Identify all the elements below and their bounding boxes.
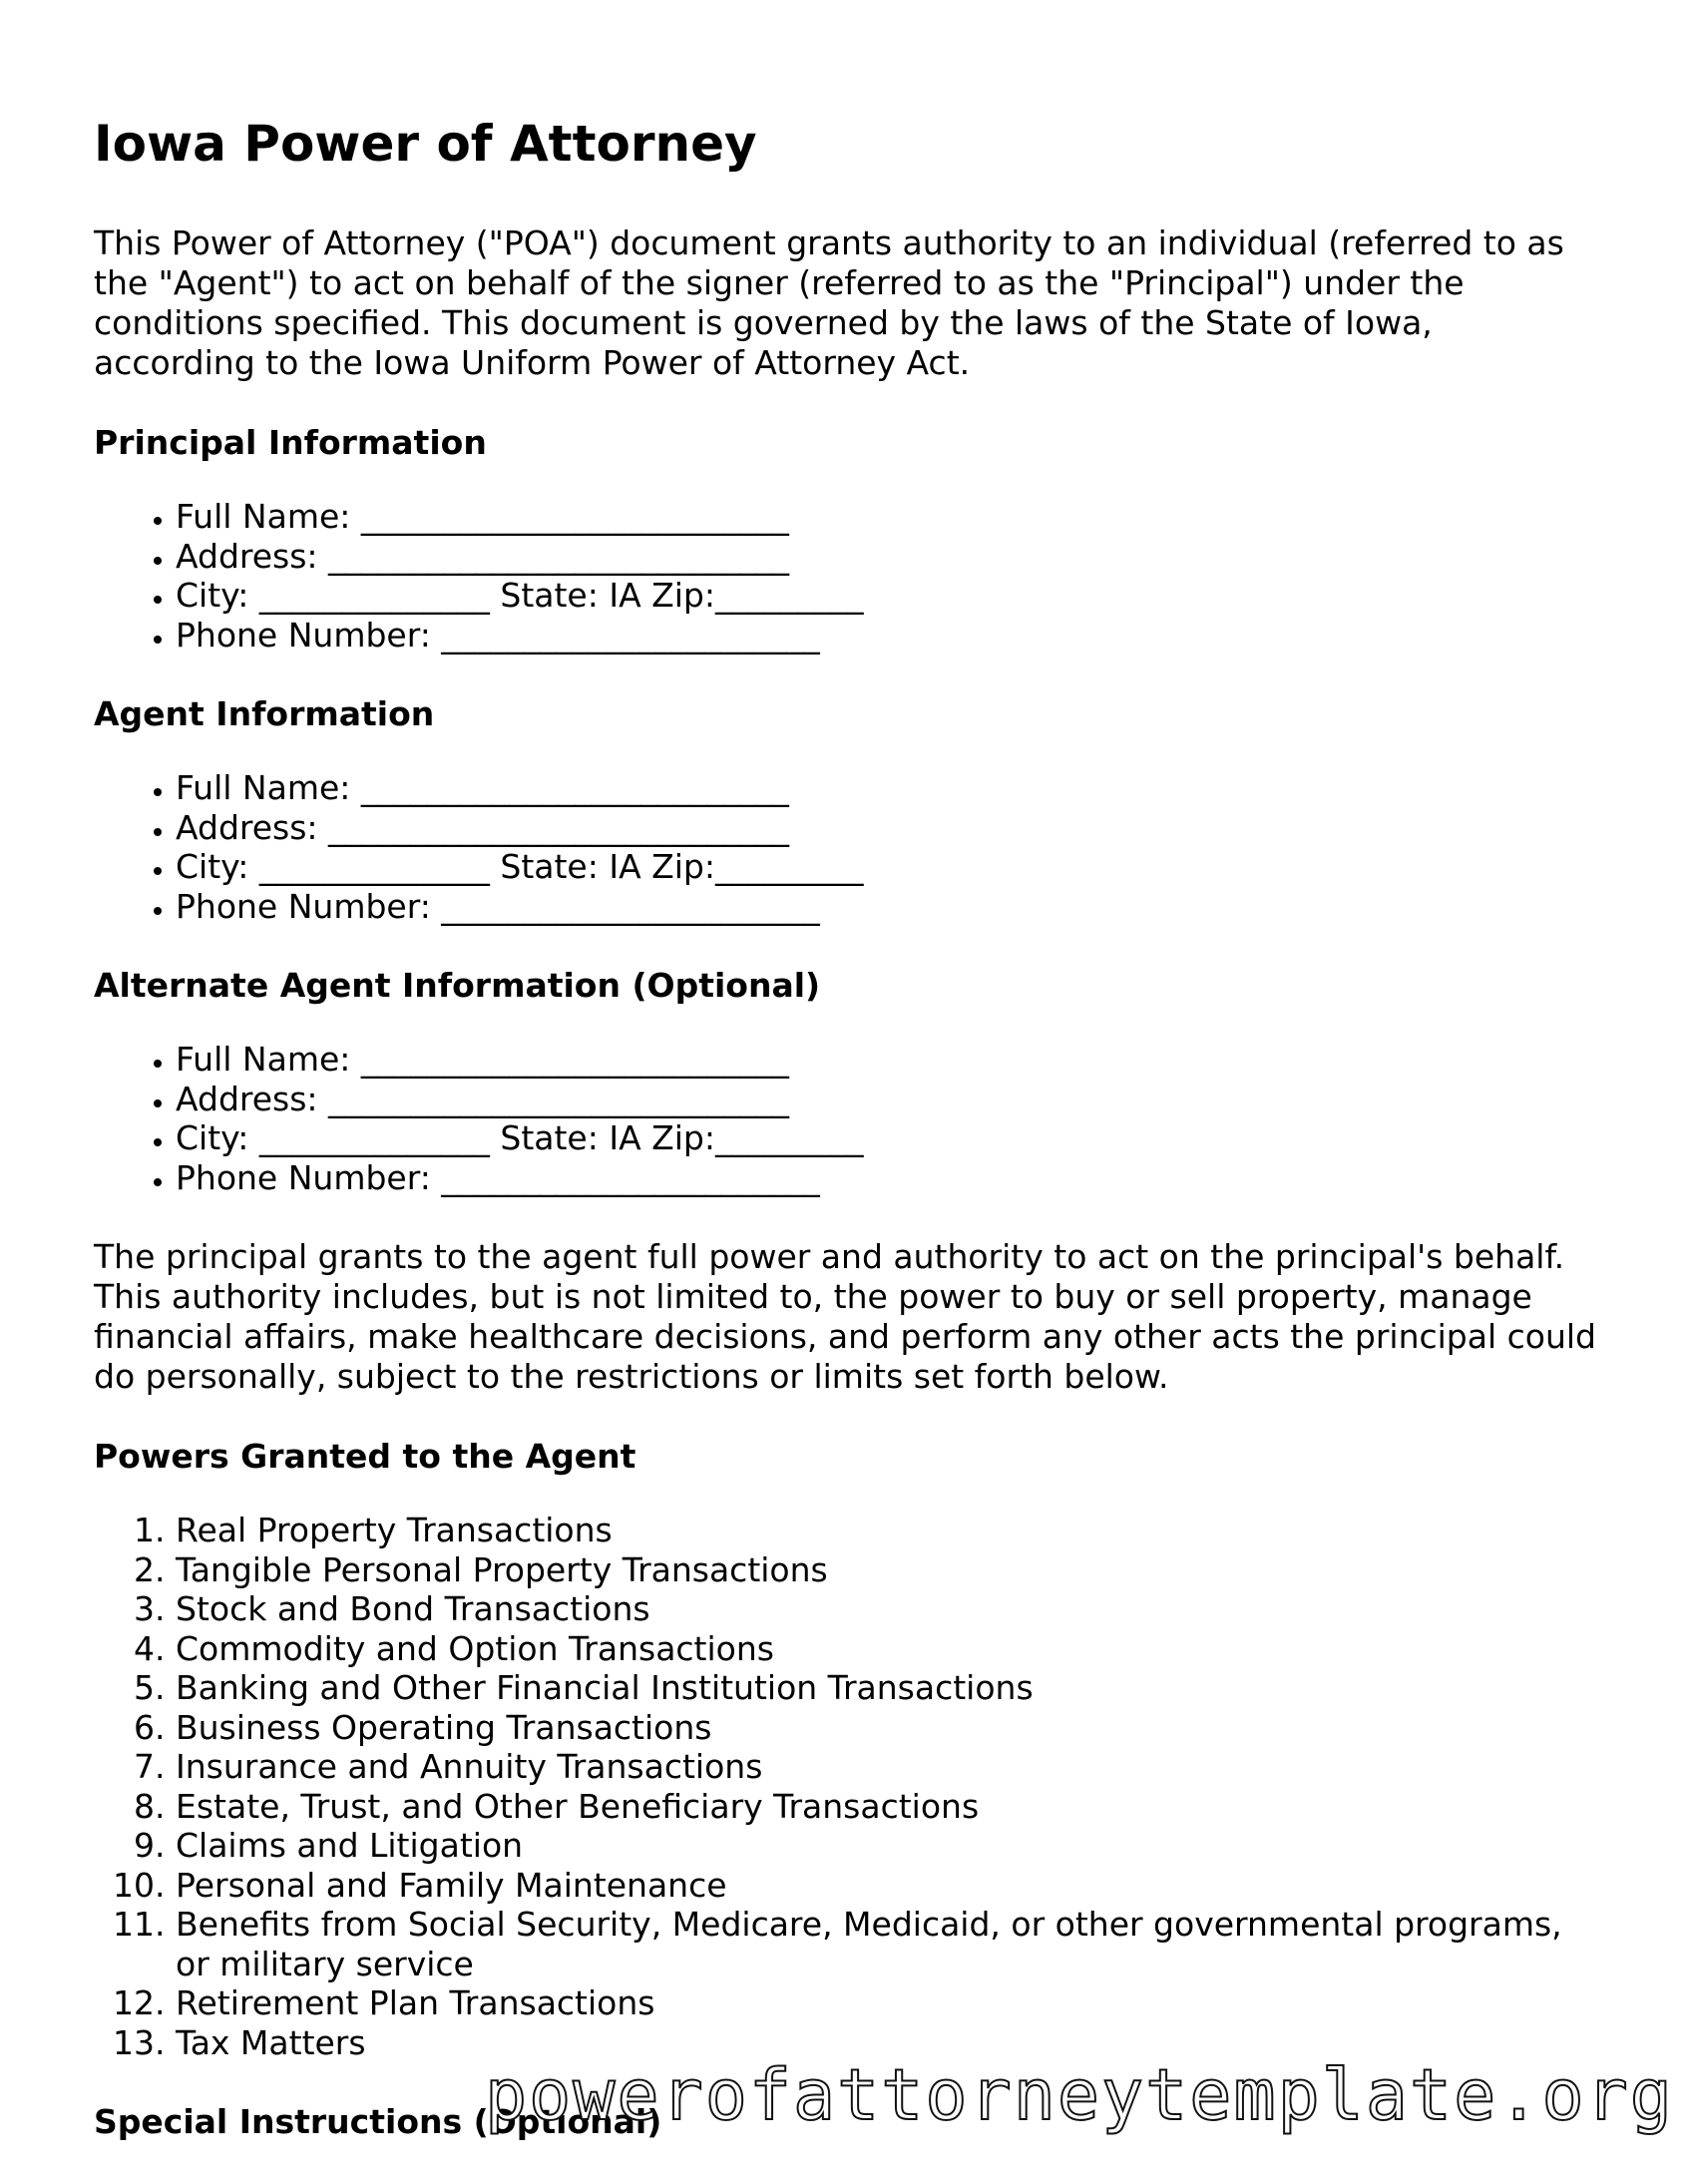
power-item: 2. Tangible Personal Property Transactions [176,1550,1600,1590]
page-title: Iowa Power of Attorney [94,115,757,173]
special-instructions-heading: Special Instructions (Optional) [94,2102,662,2141]
power-item: 11. Benefits from Social Security, Medicare, Medicaid, or other governmental programs, or military service [176,1905,1600,1983]
grant-paragraph: The principal grants to the agent full power and authority to act on the principal's behalf. This authority includes, but is not limited to, the power to buy or sell property, manage financial affairs, make healthcare decisions, and perform any other acts the principal could do personally, subject to the restrictions or limits set forth below. [94,1237,1596,1396]
watermark-text: powerofattorneytemplate.org [485,2054,1674,2136]
principal-full-name: • Full Name: __________________________ [176,497,1600,537]
power-item: 3. Stock and Bond Transactions [176,1589,1600,1629]
principal-phone: • Phone Number: _______________________ [176,616,1600,655]
power-item: 1. Real Property Transactions [176,1511,1600,1550]
power-item: 10. Personal and Family Maintenance [176,1866,1600,1906]
principal-address: • Address: ____________________________ [176,537,1600,577]
powers-heading: Powers Granted to the Agent [94,1437,636,1476]
power-item: 7. Insurance and Annuity Transactions [176,1747,1600,1787]
agent-full-name: • Full Name: __________________________ [176,768,1600,808]
principal-fields [94,497,1600,655]
alternate-agent-city-state-zip: • City: ______________ State: IA Zip:_________ [176,1118,1600,1158]
alternate-agent-heading: Alternate Agent Information (Optional) [94,966,821,1005]
agent-phone: • Phone Number: _______________________ [176,887,1600,927]
principal-heading: Principal Information [94,423,487,462]
principal-city-state-zip: • City: ______________ State: IA Zip:_________ [176,576,1600,616]
power-item: 12. Retirement Plan Transactions [176,1983,1600,2023]
power-item: 9. Claims and Litigation [176,1826,1600,1866]
document-page [94,112,1600,2176]
agent-fields [94,768,1600,926]
powers-list [94,1511,1600,2062]
intro-paragraph: This Power of Attorney ("POA") document grants authority to an individual (referred to as the "Agent") to act on behalf of the signer (referred to as the "Principal") under the conditions specified. This document is governed by the laws of the State of Iowa, according to the Iowa Uniform Power of Attorney Act. [94,223,1564,382]
alternate-agent-fields [94,1040,1600,1197]
alternate-agent-address: • Address: ____________________________ [176,1080,1600,1119]
agent-heading: Agent Information [94,694,435,733]
alternate-agent-phone: • Phone Number: _______________________ [176,1158,1600,1198]
agent-address: • Address: ____________________________ [176,808,1600,848]
alternate-agent-full-name: • Full Name: __________________________ [176,1040,1600,1080]
power-item: 8. Estate, Trust, and Other Beneficiary Transactions [176,1787,1600,1827]
power-item: 6. Business Operating Transactions [176,1708,1600,1748]
agent-city-state-zip: • City: ______________ State: IA Zip:_________ [176,847,1600,887]
power-item: 5. Banking and Other Financial Institution Transactions [176,1668,1600,1708]
power-item: 13. Tax Matters [176,2023,1600,2063]
power-item: 4. Commodity and Option Transactions [176,1629,1600,1669]
